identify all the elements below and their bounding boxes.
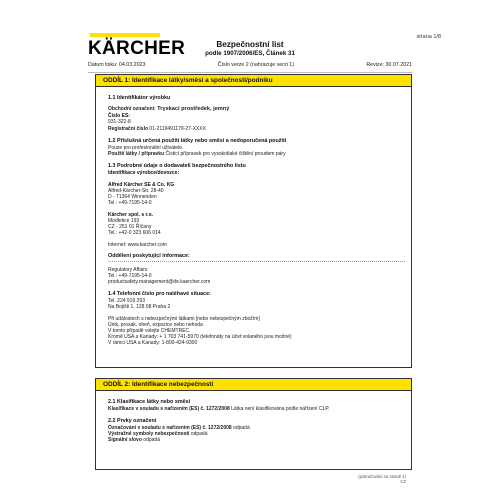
signal-word-value: odpadá bbox=[143, 437, 160, 443]
ec-number-value: 931-322-8 bbox=[108, 119, 131, 125]
section-1-heading: ODDÍL 1: Identifikace látky/směsi a společnosti/podniku bbox=[96, 75, 411, 87]
subsection-2-2: 2.2 Prvky označení bbox=[108, 418, 157, 424]
language-code: CZ bbox=[400, 479, 406, 484]
print-date: Datum tisku: 04.03.2023 bbox=[88, 62, 146, 68]
registration-value: 01-2119491179-27-XXXX bbox=[149, 126, 206, 132]
use-label: Použití látky / přípravku bbox=[108, 151, 165, 157]
company-1-name: Alfred Kärcher SE & Co. KG bbox=[108, 182, 175, 188]
company-2-city: CZ - 251 01 Říčany bbox=[108, 224, 152, 230]
subsection-1-4: 1.4 Telefonní číslo pro naléhavé situace: bbox=[108, 291, 211, 297]
version-number: Číslo verze 2 (nahrazuje verzi 1) bbox=[217, 62, 294, 68]
revision-date: Revize: 30.07.2021 bbox=[366, 62, 412, 68]
emergency-text-5: V rámci USA a Kanady: 1-800-424-9300 bbox=[108, 340, 198, 346]
emergency-text-2: Únik, prosak, oheň, expozice nebo nehoda bbox=[108, 322, 203, 328]
hazard-symbols-value: odpadá bbox=[190, 431, 208, 437]
hazard-symbols-label: Výstražné symboly nebezpečnosti bbox=[108, 431, 190, 437]
use-row bbox=[108, 151, 405, 157]
supplier-label: Identifikace výrobce/dovozce: bbox=[108, 170, 180, 176]
trade-name-row bbox=[108, 106, 405, 112]
trade-name-label: Obchodní označení: bbox=[108, 106, 156, 112]
subsection-1-2: 1.2 Příslušná určená použití látky nebo směsi a nedoporučená použití bbox=[108, 138, 287, 144]
page-footer bbox=[358, 474, 406, 484]
classification-label: Klasifikace v souladu s nařízením (ES) č. 1272/2008 bbox=[108, 406, 230, 412]
registration-row bbox=[108, 126, 405, 132]
signal-word-label: Signální slovo bbox=[108, 437, 142, 443]
internet-link[interactable]: Internet: www.karcher.com bbox=[108, 242, 167, 248]
signal-word-row bbox=[108, 437, 405, 443]
company-1-city: D - 71364 Winnenden bbox=[108, 194, 157, 200]
page-number: strana 1/8 bbox=[416, 34, 441, 40]
emergency-text-4: Kromě USA a Kanady: + 1 703 741-5970 (telefonáty na účet volaného jsou možné) bbox=[108, 334, 292, 340]
company-1-street: Alfred-Kärcher-Str. 28-40 bbox=[108, 188, 164, 194]
logo-accent-bar bbox=[90, 33, 160, 37]
company-2-phone: Tel.: +42-0 323 606 014 bbox=[108, 230, 161, 236]
info-phone: Tel.: +49-7195-14-0 bbox=[108, 273, 152, 279]
use-value: Čisticí přípravek pro vysokotlaké čištění proudem páry bbox=[165, 151, 286, 157]
section-2-heading: ODDÍL 2: Identifikace nebezpečnosti bbox=[96, 379, 411, 391]
company-1-phone: Tel.: +49-7195-14-0 bbox=[108, 200, 152, 206]
subsection-1-3: 1.3 Podrobné údaje o dodavateli bezpečnostního listu bbox=[108, 163, 246, 169]
registration-label: Registrační číslo bbox=[108, 126, 149, 132]
info-email-link[interactable]: productsafety.management@de.kaercher.com bbox=[108, 279, 211, 285]
emergency-address: Na Bojišti 1, 128 08 Praha 2 bbox=[108, 304, 171, 310]
subsection-2-1: 2.1 Klasifikace látky nebo směsi bbox=[108, 399, 191, 405]
emergency-phone: Tel. 224 919 293 bbox=[108, 298, 145, 304]
info-department: Regulatory Affairs bbox=[108, 267, 148, 273]
section-2 bbox=[95, 378, 412, 470]
emergency-text-1: Při událostech s nebezpečnými látkami [nebo nebezpečným zbožím] bbox=[108, 316, 260, 322]
classification-row bbox=[108, 406, 405, 412]
labelling-label: Označování v souladu s nařízením (ES) č. 1272/2008 bbox=[108, 425, 232, 431]
company-2-name: Kärcher spol. s r.o. bbox=[108, 212, 154, 218]
divider bbox=[108, 261, 405, 262]
document-subtitle: podle 1907/2006/ES, Článek 31 bbox=[205, 50, 295, 57]
emergency-text-3: V tomto případě volejte CHEMTREC. bbox=[108, 328, 191, 334]
subsection-1-1: 1.1 Identifikátor výrobku bbox=[108, 95, 171, 101]
classification-value: Látka není klasifikována podle nařízení CLP. bbox=[231, 406, 330, 412]
info-department-label: Oddělení poskytující informace: bbox=[108, 253, 190, 259]
section-1 bbox=[95, 74, 412, 368]
ec-number-label: Číslo ES: bbox=[108, 113, 130, 119]
trade-name-value: Tryskací prostředek, jemný bbox=[157, 106, 230, 112]
labelling-value: odpadá bbox=[233, 425, 250, 431]
professional-use-text: Pouze pro profesionální uživatele. bbox=[108, 145, 184, 151]
company-2-street: Modletice 193 bbox=[108, 218, 140, 224]
meta-row bbox=[88, 62, 412, 73]
karcher-logo: KÄRCHER bbox=[88, 38, 186, 59]
document-title: Bezpečnostní list bbox=[216, 40, 284, 49]
continued-note: (pokračování na straně 2) bbox=[358, 474, 406, 479]
